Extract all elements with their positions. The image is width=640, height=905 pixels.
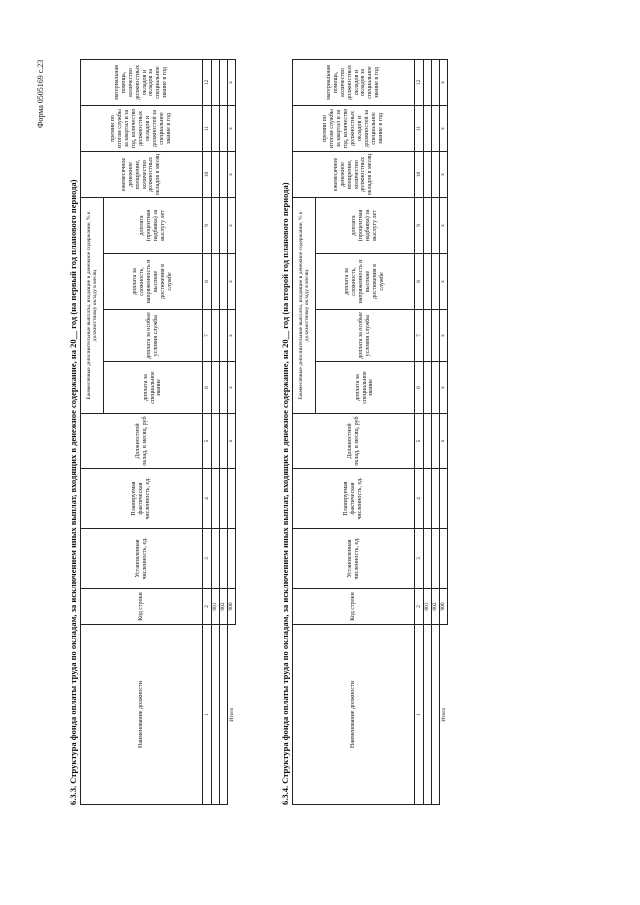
data-cell[interactable]	[424, 106, 432, 152]
total-cell: х	[228, 152, 236, 198]
column-number: 3	[415, 529, 424, 589]
total-cell: х	[228, 362, 236, 414]
data-cell[interactable]	[220, 60, 228, 106]
col-header-planned-count: Планируемая фактическая численность, ед.	[81, 469, 203, 529]
table-row	[432, 60, 440, 805]
column-number: 12	[415, 60, 424, 106]
data-cell[interactable]	[424, 414, 432, 469]
data-cell[interactable]	[220, 198, 228, 254]
col-header-row-code: Код строки	[293, 589, 415, 625]
total-cell[interactable]	[440, 529, 448, 589]
total-cell: х	[228, 198, 236, 254]
data-cell[interactable]	[220, 310, 228, 362]
column-number: 7	[415, 310, 424, 362]
total-cell: х	[228, 60, 236, 106]
data-cell[interactable]	[212, 529, 220, 589]
column-number: 9	[415, 198, 424, 254]
total-cell: х	[440, 60, 448, 106]
col-header-quarterly-bonus: премии по итогам службы за квартал и за год, количество должностных окладов и должностей за специальное звание в год	[293, 106, 415, 152]
col-header-complexity: доплата за сложность, напряженность и высокие достижения в службе	[104, 254, 203, 310]
total-cell: х	[440, 414, 448, 469]
col-header-established-count: Установленная численность, ед.	[293, 529, 415, 589]
col-header-position: Наименование должности	[293, 625, 415, 805]
data-cell[interactable]	[424, 254, 432, 310]
total-code-cell: 900	[228, 589, 236, 625]
salary-structure-table	[80, 59, 236, 805]
total-cell[interactable]	[440, 469, 448, 529]
data-cell[interactable]	[432, 469, 440, 529]
data-cell[interactable]	[432, 106, 440, 152]
position-cell[interactable]	[424, 625, 432, 805]
data-cell[interactable]	[424, 198, 432, 254]
col-header-monthly-bonus: ежемесячное денежное поощрение, количество должностных окладов в месяц	[293, 152, 415, 198]
col-header-material-aid: материальная помощь, количество должностных окладов и окладов за специальное звание в год	[81, 60, 203, 106]
data-cell[interactable]	[424, 469, 432, 529]
data-cell[interactable]	[212, 414, 220, 469]
data-cell[interactable]	[432, 152, 440, 198]
column-number: 7	[203, 310, 212, 362]
column-number: 2	[415, 589, 424, 625]
column-number: 4	[203, 469, 212, 529]
row-code-cell: 001	[424, 589, 432, 625]
total-row	[440, 60, 448, 805]
position-cell[interactable]	[220, 625, 228, 805]
row-code-cell: 002	[432, 589, 440, 625]
total-cell: х	[228, 106, 236, 152]
column-number: 8	[415, 254, 424, 310]
col-header-seniority: доплата (процентная надбавка) за выслугу лет	[104, 198, 203, 254]
col-header-monthly-bonus: ежемесячное денежное поощрение, количество должностных окладов в месяц	[81, 152, 203, 198]
column-number-row	[415, 60, 424, 805]
data-cell[interactable]	[212, 254, 220, 310]
section-title: 6.3.3. Структура фонда оплаты труда по окладам, за исключением иных выплат, входящих в денежное содержание, на 20__ год (на первый год планового периода)	[68, 179, 78, 805]
column-number: 6	[415, 362, 424, 414]
col-header-row-code: Код строки	[81, 589, 203, 625]
data-cell[interactable]	[424, 60, 432, 106]
total-label: Итого	[228, 707, 235, 722]
column-number: 8	[203, 254, 212, 310]
data-cell[interactable]	[424, 310, 432, 362]
total-cell[interactable]	[228, 529, 236, 589]
column-number: 10	[415, 152, 424, 198]
total-row	[228, 60, 236, 805]
data-cell[interactable]	[432, 310, 440, 362]
column-number-row	[203, 60, 212, 805]
data-cell[interactable]	[432, 414, 440, 469]
data-cell[interactable]	[432, 529, 440, 589]
col-header-seniority: доплата (процентная надбавка) за выслугу лет	[316, 198, 415, 254]
column-number: 1	[415, 625, 424, 805]
table-row	[220, 60, 228, 805]
section-title: 6.3.4. Структура фонда оплаты труда по окладам, за исключением иных выплат, входящих в денежное содержание, на 20__ год (на второй год планового периода)	[280, 182, 290, 805]
row-code-cell: 001	[212, 589, 220, 625]
total-cell: х	[228, 310, 236, 362]
col-header-special-conditions: доплата за особые условия службы	[104, 310, 203, 362]
data-cell[interactable]	[432, 254, 440, 310]
data-cell[interactable]	[220, 529, 228, 589]
total-cell: х	[440, 152, 448, 198]
column-number: 1	[203, 625, 212, 805]
total-cell: х	[440, 362, 448, 414]
column-number: 12	[203, 60, 212, 106]
total-cell[interactable]	[228, 469, 236, 529]
salary-structure-table	[292, 59, 448, 805]
col-header-special-rank: доплата за специальное звание	[104, 362, 203, 414]
col-header-special-rank: доплата за специальное звание	[316, 362, 415, 414]
column-number: 11	[415, 106, 424, 152]
col-header-established-count: Установленная численность, ед.	[81, 529, 203, 589]
section-6-3-4	[278, 0, 548, 905]
col-header-salary: Должностной оклад, в месяц, руб	[81, 414, 203, 469]
data-cell[interactable]	[212, 198, 220, 254]
column-number: 6	[203, 362, 212, 414]
data-cell[interactable]	[212, 469, 220, 529]
data-cell[interactable]	[432, 60, 440, 106]
data-cell[interactable]	[212, 60, 220, 106]
position-cell[interactable]	[432, 625, 440, 805]
data-cell[interactable]	[212, 362, 220, 414]
total-cell: х	[228, 414, 236, 469]
total-code-cell: 900	[440, 589, 448, 625]
form-code: Форма 0505169 с.23	[36, 59, 45, 129]
col-header-monthly-extras: Ежемесячные дополнительные выплаты, входящие в денежное содержание, % к должностному окладу в месяц	[81, 198, 104, 414]
total-cell: х	[440, 310, 448, 362]
data-cell[interactable]	[220, 254, 228, 310]
total-cell: х	[228, 254, 236, 310]
data-cell[interactable]	[212, 310, 220, 362]
column-number: 10	[203, 152, 212, 198]
table-row	[424, 60, 432, 805]
data-cell[interactable]	[432, 198, 440, 254]
data-cell[interactable]	[220, 414, 228, 469]
data-cell[interactable]	[424, 362, 432, 414]
total-label: Итого	[440, 707, 447, 722]
column-number: 4	[415, 469, 424, 529]
col-header-position: Наименование должности	[81, 625, 203, 805]
data-cell[interactable]	[432, 362, 440, 414]
col-header-monthly-extras: Ежемесячные дополнительные выплаты, входящие в денежное содержание, % к должностному окладу в месяц	[293, 198, 316, 414]
col-header-salary: Должностной оклад, в месяц, руб	[293, 414, 415, 469]
column-number: 5	[203, 414, 212, 469]
data-cell[interactable]	[220, 469, 228, 529]
column-number: 3	[203, 529, 212, 589]
data-cell[interactable]	[220, 106, 228, 152]
data-cell[interactable]	[220, 152, 228, 198]
row-code-cell: 002	[220, 589, 228, 625]
total-cell: х	[440, 198, 448, 254]
column-number: 5	[415, 414, 424, 469]
col-header-quarterly-bonus: премии по итогам службы за квартал и за год, количество должностных окладов и должностей за специальное звание в год	[81, 106, 203, 152]
data-cell[interactable]	[424, 529, 432, 589]
data-cell[interactable]	[212, 152, 220, 198]
col-header-special-conditions: доплата за особые условия службы	[316, 310, 415, 362]
col-header-material-aid: материальная помощь, количество должностных окладов и окладов за специальное звание в год	[293, 60, 415, 106]
col-header-complexity: доплата за сложность, напряженность и высокие достижения в службе	[316, 254, 415, 310]
column-number: 9	[203, 198, 212, 254]
total-cell: х	[440, 254, 448, 310]
table-row	[212, 60, 220, 805]
total-cell: х	[440, 106, 448, 152]
position-cell[interactable]	[212, 625, 220, 805]
col-header-planned-count: Планируемая фактическая численность, ед.	[293, 469, 415, 529]
data-cell[interactable]	[212, 106, 220, 152]
data-cell[interactable]	[220, 362, 228, 414]
column-number: 11	[203, 106, 212, 152]
column-number: 2	[203, 589, 212, 625]
data-cell[interactable]	[424, 152, 432, 198]
